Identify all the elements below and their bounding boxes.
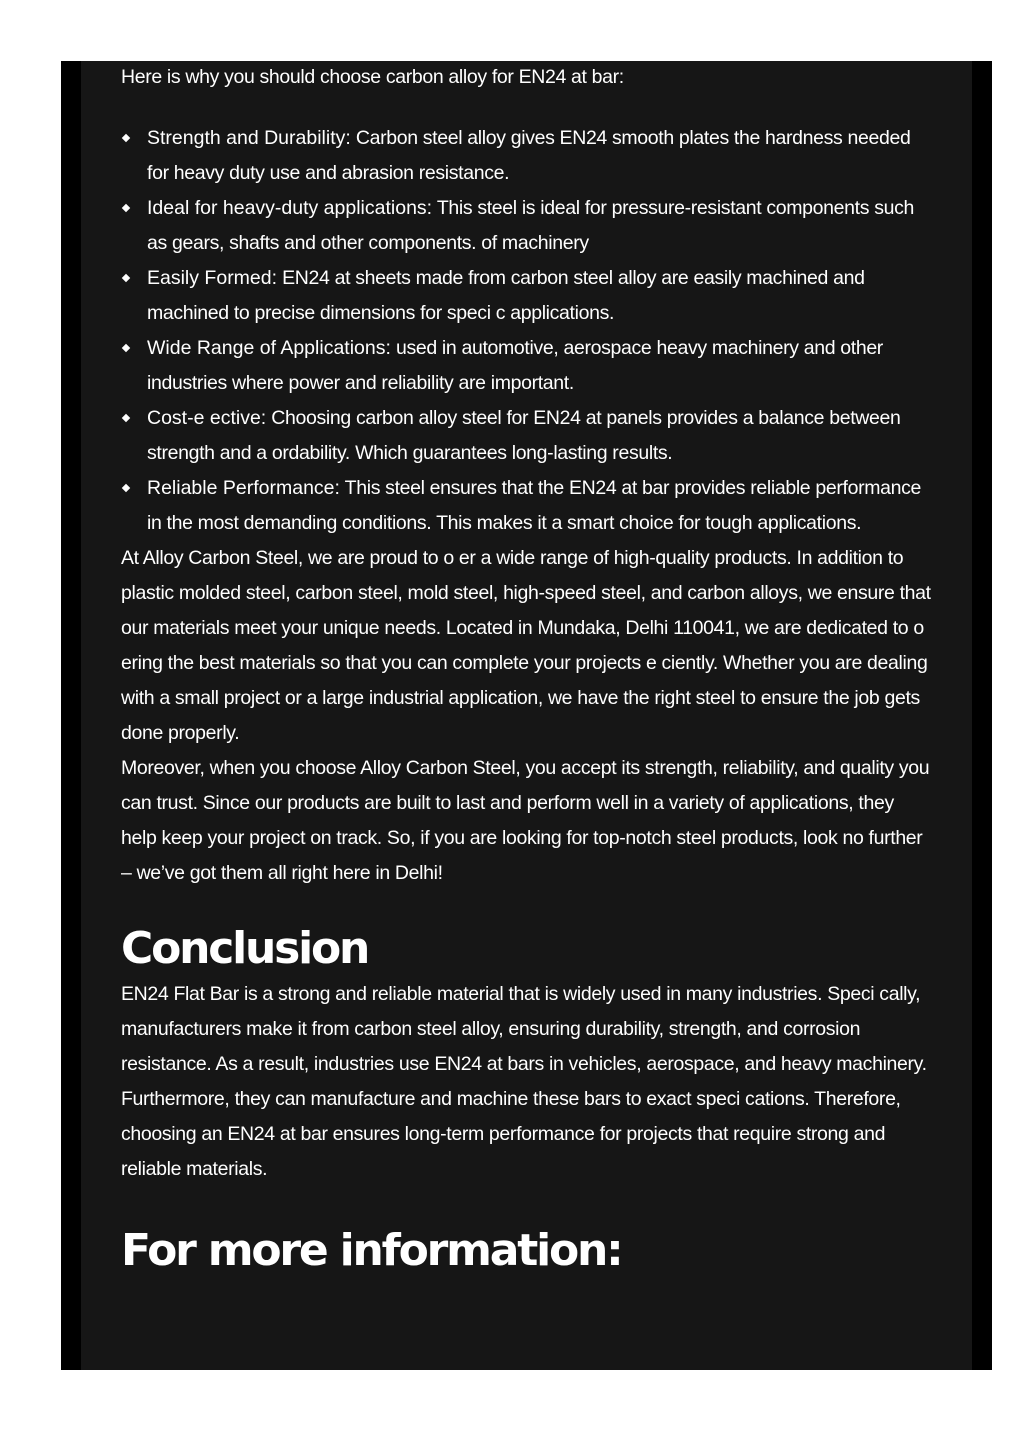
list-item [121,121,932,191]
benefits-list [121,121,932,541]
choice-paragraph: Moreover, when you choose Alloy Carbon Steel, you accept its strength, reliability, and quality you can trust. Since our products are built to last and perform well in a variety of applications, they help keep your project on track. So, if you are looking for top-notch steel products, look no further – we’ve got them all right here in Delhi! [121,757,930,884]
article-content [81,61,972,1370]
intro-text: Here is why you should choose carbon alloy for EN24 at bar: [121,66,624,88]
benefit-term: Wide Range of Applications: [147,337,391,359]
benefit-text: used in automotive, aerospace heavy machinery and other industries where power and reliability are important. [147,337,883,394]
list-item [121,191,932,261]
list-item [121,331,932,401]
conclusion-paragraph: EN24 Flat Bar is a strong and reliable material that is widely used in many industries. Speci cally, manufacturers make it from carbon steel alloy, ensuring durability, strength, and corrosion resistance. As a result, industries use EN24 at bars in vehicles, aerospace, and heavy machinery. Furthermore, they can manufacture and machine these bars to exact speci cations. Therefore, choosing an EN24 at bar ensures long-term performance for projects that require strong and reliable materials. [121,983,927,1180]
diamond-bullet-icon [122,204,130,212]
diamond-bullet-icon [122,344,130,352]
list-item [121,401,932,471]
list-item [121,261,932,331]
benefit-text: EN24 at sheets made from carbon steel alloy are easily machined and machined to precise dimensions for speci c applications. [147,267,865,324]
conclusion-heading: Conclusion [121,923,369,974]
diamond-bullet-icon [122,134,130,142]
more-info-heading: For more information: [121,1225,622,1276]
benefit-text: This steel is ideal for pressure-resistant components such as gears, shafts and other components. of machinery [147,197,914,254]
benefit-term: Easily Formed: [147,267,278,289]
company-paragraph: At Alloy Carbon Steel, we are proud to o er a wide range of high-quality products. In addition to plastic molded steel, carbon steel, mold steel, high-speed steel, and carbon alloys, we ensure that our materials meet your unique needs. Located in Mundaka, Delhi 110041, we are dedicated to o ering the best materials so that you can complete your projects e ciently. Whether you are dealing with a small project or a large industrial application, we have the right steel to ensure the job gets done properly. [121,547,931,744]
benefit-text: This steel ensures that the EN24 at bar provides reliable performance in the most demanding conditions. This makes it a smart choice for tough applications. [147,477,921,534]
benefit-term: Reliable Performance: [147,477,340,499]
benefit-text: Choosing carbon alloy steel for EN24 at panels provides a balance between strength and a ordability. Which guarantees long-lasting results. [147,407,901,464]
benefit-text: Carbon steel alloy gives EN24 smooth plates the hardness needed for heavy duty use and abrasion resistance. [147,127,911,184]
diamond-bullet-icon [122,484,130,492]
benefit-term: Strength and Durability: [147,127,351,149]
diamond-bullet-icon [122,414,130,422]
diamond-bullet-icon [122,274,130,282]
benefit-term: Cost-e ective: [147,407,267,429]
benefit-term: Ideal for heavy-duty applications: [147,197,433,219]
document-page [61,61,992,1370]
list-item [121,471,932,541]
